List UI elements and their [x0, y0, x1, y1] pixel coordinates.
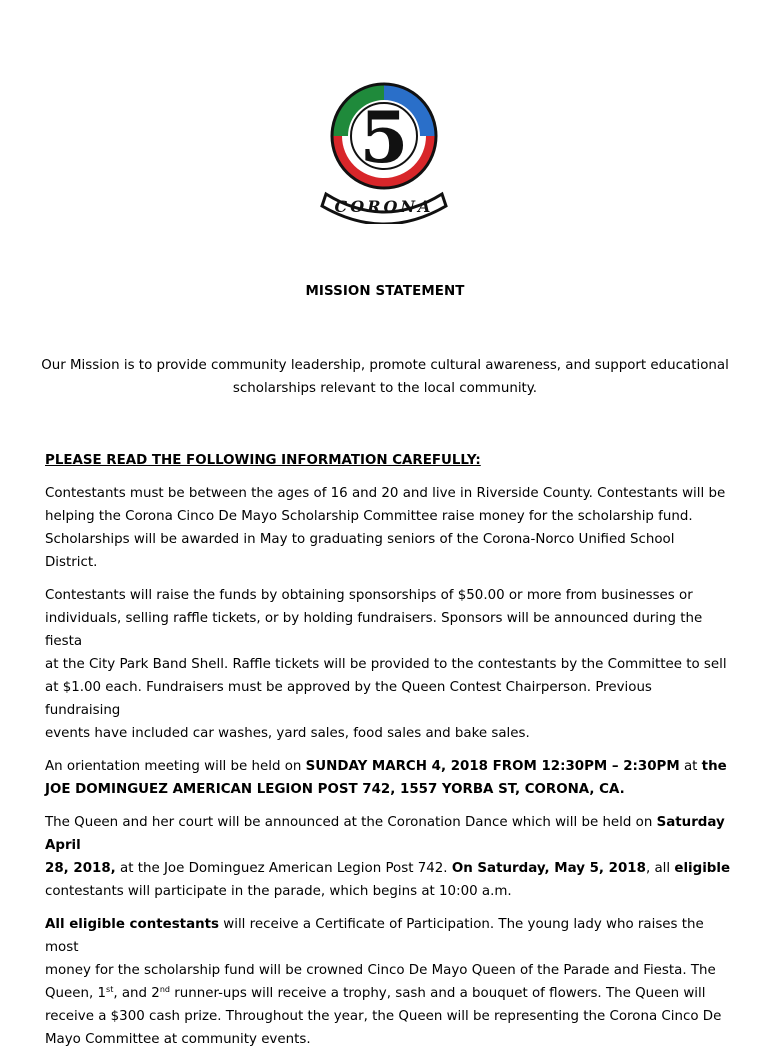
- section-heading: PLEASE READ THE FOLLOWING INFORMATION CAREFULLY:: [45, 453, 481, 468]
- text-line: [45, 857, 731, 880]
- paragraph-fundraising: [45, 584, 731, 745]
- orientation-date: SUNDAY MARCH 4, 2018 FROM 12:30PM – 2:30PM: [305, 759, 680, 774]
- page-title: MISSION STATEMENT: [305, 284, 465, 299]
- coronation-date: 28, 2018,: [45, 861, 116, 876]
- ordinal-suffix: nd: [159, 985, 170, 994]
- mission-statement: [40, 354, 730, 400]
- paragraph-eligibility: [45, 482, 731, 574]
- text-run: Queen, 1: [45, 986, 107, 1001]
- text-line: events have included car washes, yard sales, food sales and bake sales.: [45, 726, 530, 741]
- text-line: at $1.00 each. Fundraisers must be approved by the Queen Contest Chairperson. Previous fundraising: [45, 680, 652, 718]
- text-run: the: [701, 759, 727, 774]
- text-line: contestants will participate in the parade, which begins at 10:00 a.m.: [45, 884, 512, 899]
- parade-date: On Saturday, May 5, 2018: [451, 861, 646, 876]
- text-line: Contestants will raise the funds by obtaining sponsorships of $50.00 or more from businesses or: [45, 588, 693, 603]
- text-line: Mayo Committee at community events.: [45, 1032, 311, 1047]
- text-run: , and 2: [113, 986, 160, 1001]
- text-line: [45, 913, 731, 959]
- corona-cinco-de-mayo-logo: [318, 80, 450, 224]
- text-run: An orientation meeting will be held on: [45, 759, 306, 774]
- paragraph-coronation: [45, 811, 731, 903]
- text-run: at: [679, 759, 702, 774]
- text-run: eligible: [674, 861, 731, 876]
- paragraph-awards: [45, 913, 731, 1051]
- text-line: money for the scholarship fund will be crowned Cinco De Mayo Queen of the Parade and Fiesta. The: [45, 963, 716, 978]
- orientation-location: JOE DOMINGUEZ AMERICAN LEGION POST 742, 1557 YORBA ST, CORONA, CA.: [45, 782, 625, 797]
- text-line: Scholarships will be awarded in May to graduating seniors of the Corona-Norco Unified School District.: [45, 532, 675, 570]
- text-line: [45, 811, 731, 857]
- coronation-date: Saturday April: [45, 815, 725, 853]
- paragraph-orientation: [45, 755, 731, 801]
- text-line: helping the Corona Cinco De Mayo Scholarship Committee raise money for the scholarship fund.: [45, 509, 693, 524]
- text-run: The Queen and her court will be announced at the Coronation Dance which will be held on: [45, 815, 657, 830]
- text-run: All eligible contestants: [45, 917, 220, 932]
- text-run: runner-ups will receive a trophy, sash and a bouquet of flowers. The Queen will: [169, 986, 706, 1001]
- ordinal-suffix: st: [106, 985, 114, 994]
- text-run: will receive a Certificate of Participation. The young lady who raises the most: [45, 917, 704, 955]
- text-line: [45, 755, 731, 778]
- logo-numeral: 5: [359, 96, 409, 179]
- text-line: [45, 982, 731, 1005]
- information-body: [45, 449, 731, 1061]
- mission-line: Our Mission is to provide community leadership, promote cultural awareness, and support educational: [41, 358, 729, 373]
- text-line: at the City Park Band Shell. Raffle tickets will be provided to the contestants by the Committee to sell: [45, 657, 727, 672]
- logo-banner-text: CORONA: [334, 197, 434, 216]
- text-line: individuals, selling raffle tickets, or by holding fundraisers. Sponsors will be announced during the fiesta: [45, 611, 703, 649]
- text-line: Contestants must be between the ages of 16 and 20 and live in Riverside County. Contestants will be: [45, 486, 726, 501]
- mission-line: scholarships relevant to the local community.: [232, 381, 538, 396]
- text-line: receive a $300 cash prize. Throughout the year, the Queen will be representing the Corona Cinco De: [45, 1009, 722, 1024]
- text-run: , all: [645, 861, 675, 876]
- text-run: at the Joe Dominguez American Legion Post 742.: [115, 861, 452, 876]
